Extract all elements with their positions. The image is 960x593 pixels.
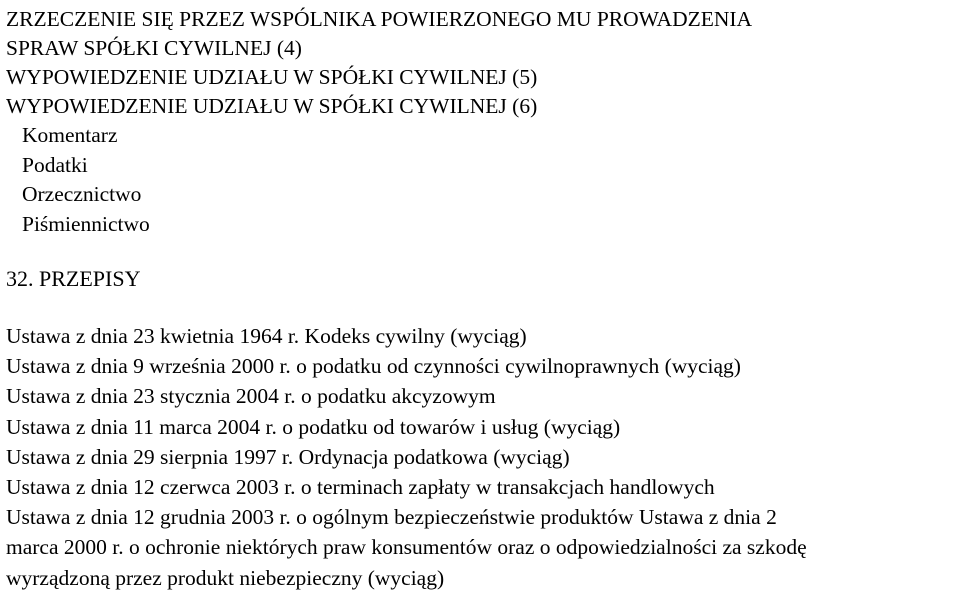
toc-sub-items xyxy=(22,121,150,239)
toc-line: WYPOWIEDZENIE UDZIAŁU W SPÓŁKI CYWILNEJ (5) xyxy=(6,65,538,89)
statute-line: Ustawa z dnia 23 stycznia 2004 r. o podatku akcyzowym xyxy=(6,384,496,409)
toc-upper-block xyxy=(6,5,956,121)
toc-line: SPRAW SPÓŁKI CYWILNEJ (4) xyxy=(6,36,302,60)
statute-line: Ustawa z dnia 12 grudnia 2003 r. o ogólnym bezpieczeństwie produktów Ustawa z dnia 2 xyxy=(6,505,777,530)
statute-line: Ustawa z dnia 23 kwietnia 1964 r. Kodeks cywilny (wyciąg) xyxy=(6,324,527,348)
toc-sub-item-orzecznictwo: Orzecznictwo xyxy=(22,182,142,206)
statute-line: Ustawa z dnia 11 marca 2004 r. o podatku od towarów i usług (wyciąg) xyxy=(6,414,621,439)
toc-sub-item-podatki: Podatki xyxy=(22,152,88,177)
statute-line: Ustawa z dnia 29 sierpnia 1997 r. Ordynacja podatkowa (wyciąg) xyxy=(6,444,570,469)
toc-line: ZRZECZENIE SIĘ PRZEZ WSPÓLNIKA POWIERZONEGO MU PROWADZENIA xyxy=(6,7,753,31)
statute-line: marca 2000 r. o ochronie niektórych praw konsumentów oraz o odpowiedzialności za szkodę xyxy=(6,535,807,560)
toc-sub-item-komentarz: Komentarz xyxy=(22,123,118,147)
toc-line: WYPOWIEDZENIE UDZIAŁU W SPÓŁKI CYWILNEJ (6) xyxy=(6,94,538,118)
section-heading: 32. PRZEPISY xyxy=(6,266,141,291)
statutes-list xyxy=(6,321,958,593)
statute-line: wyrządzoną przez produkt niebezpieczny (wyciąg) xyxy=(6,565,445,590)
statute-line: Ustawa z dnia 9 września 2000 r. o podatku od czynności cywilnoprawnych (wyciąg) xyxy=(6,354,741,379)
toc-sub-item-pismiennictwo: Piśmiennictwo xyxy=(22,211,150,236)
statute-line: Ustawa z dnia 12 czerwca 2003 r. o terminach zapłaty w transakcjach handlowych xyxy=(6,475,715,500)
